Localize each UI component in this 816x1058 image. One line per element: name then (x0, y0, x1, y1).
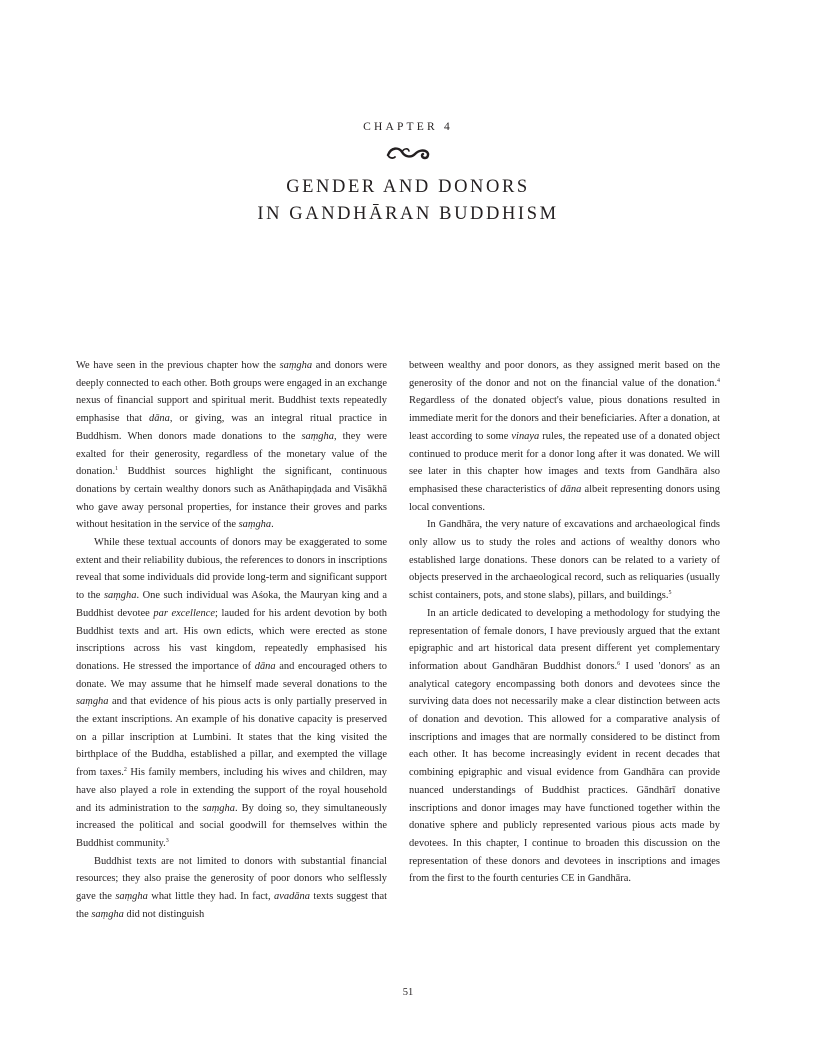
italic-term: saṃgha (279, 360, 313, 371)
italic-term: saṃgha (115, 891, 148, 903)
italic-term: dāna (254, 660, 276, 672)
italic-term: dāna (560, 483, 582, 495)
footnote-ref[interactable]: 3 (165, 837, 169, 844)
paragraph: between wealthy and poor donors, as they assigned merit based on the generosity of the donor and not on the financial value of the donation.$^4$ Regardless of the donated object's value, pious donations resulted in immediate merit for the donors and their beneficiaries. After a donation, at least according to some vinaya rules, the repeated use of a donated object continued to produce merit for a donor long after it was donated. We will see later in this chapter how images and texts from Gandhāra also emphasised these characteristics of dāna albeit representing donors using local conventions. (409, 360, 720, 513)
chapter-title-line-1: GENDER AND DONORS (286, 177, 530, 197)
italic-term: avadāna (274, 891, 310, 903)
footnote-ref[interactable]: 2 (123, 767, 127, 774)
paragraph: In Gandhāra, the very nature of excavations and archaeological finds only allow us to study the roles and actions of wealthy donors who established large donations. These donors can be related to a variety of objects preserved in the archaeological record, such as reliquaries (usually schist containers, pots, and stone slabs), pillars, and buildings.$^5$ (409, 519, 720, 602)
italic-term: saṃgha (238, 519, 272, 531)
footnote-ref[interactable]: 4 (717, 377, 720, 384)
paragraph: Buddhist texts are not limited to donors with substantial financial resources; they also praise the generosity of poor donors who selflessly gave the saṃgha what little they had. In fact, avadāna texts suggest that the saṃgha did not distinguish (76, 855, 387, 920)
page-number: 51 (402, 987, 414, 998)
italic-term: saṃgha (103, 590, 137, 602)
italic-term: saṃgha (91, 908, 124, 920)
footnote-ref[interactable]: 5 (668, 590, 672, 597)
paragraph: In an article dedicated to developing a methodology for studying the representation of female donors, I have previously argued that the extant epigraphic and art historical data present different yet complementary information about Gandhāran Buddhist donors.$^6$ I used 'donors' as an analytical category encompassing both donors and devotees since the surviving data does not necessarily make a clear distinction between acts of donation and devotion. This allowed for a comparative analysis of inscriptions and images that are normally considered to be distinct from each other. It has become increasingly evident in recent decades that combining epigraphic and visual evidence from Gandhāra can provide nuanced understandings of Buddhist practices. Gāndhārī donative inscriptions and donor images may have functioned together within the donative sphere and publicly represented various pious acts made by devotees. In this chapter, I continue to broaden this discussion on the representation of these donors and devotees in inscriptions and images from the first to the fourth centuries CE in Gandhāra. (409, 607, 720, 885)
body-column-right (409, 357, 720, 888)
footnote-ref[interactable]: 6 (617, 660, 621, 667)
chapter-label: CHAPTER 4 (363, 121, 453, 133)
italic-term: par excellence (153, 607, 215, 619)
italic-term: dāna (148, 413, 170, 425)
chapter-title (0, 174, 816, 228)
body-column-left (76, 357, 387, 924)
paragraph: While these textual accounts of donors may be exaggerated to some extent and their reliability dubious, the references to donors in inscriptions reveal that some individuals did provide long-term and significant support to the saṃgha. One such individual was Aśoka, the Mauryan king and a Buddhist devotee par excellence; lauded for his ardent devotion by both Buddhist texts and art. His own edicts, which were erected as stone inscriptions across his vast kingdom, repeatedly emphasised his donations. He stressed the importance of dāna and encouraged others to donate. We may assume that he himself made several donations to the saṃgha and that evidence of his pious acts is only partially preserved in the extant inscriptions. An example of his donative capacity is preserved on a pillar inscription at Lumbini. It states that the king visited the birthplace of the Buddha, established a pillar, and exempted the village from taxes.$^2$ His family members, including his wives and children, may have also played a role in extending the support of the royal household and its administration to the saṃgha. By doing so, they simultaneously increased the political and social goodwill for themselves within the Buddhist community.$^3$ (76, 537, 388, 849)
italic-term: saṃgha (301, 430, 334, 442)
footnote-ref[interactable]: 1 (115, 466, 119, 473)
paragraph: We have seen in the previous chapter how the saṃgha and donors were deeply connected to each other. Both groups were engaged in an exchange nexus of financial support and spiritual merit. Buddhist texts repeatedly emphasise that dāna, or giving, was an integral ritual practice in Buddhism. When donors made donations to the saṃgha, they were exalted for their generosity, regardless of the monetary value of the donation.$^1$ Buddhist sources highlight the significant, continuous donations by certain wealthy donors such as Anāthapiṇḍada and Visākhā who gave away personal properties, for instance their groves and parks without hesitation in the service of the saṃgha. (76, 360, 388, 531)
chapter-title-line-2: IN GANDHĀRAN BUDDHISM (257, 204, 559, 224)
italic-term: saṃgha (76, 696, 109, 708)
italic-term: saṃgha (202, 802, 235, 814)
fleuron-icon (385, 145, 431, 163)
italic-term: vinaya (511, 430, 540, 442)
